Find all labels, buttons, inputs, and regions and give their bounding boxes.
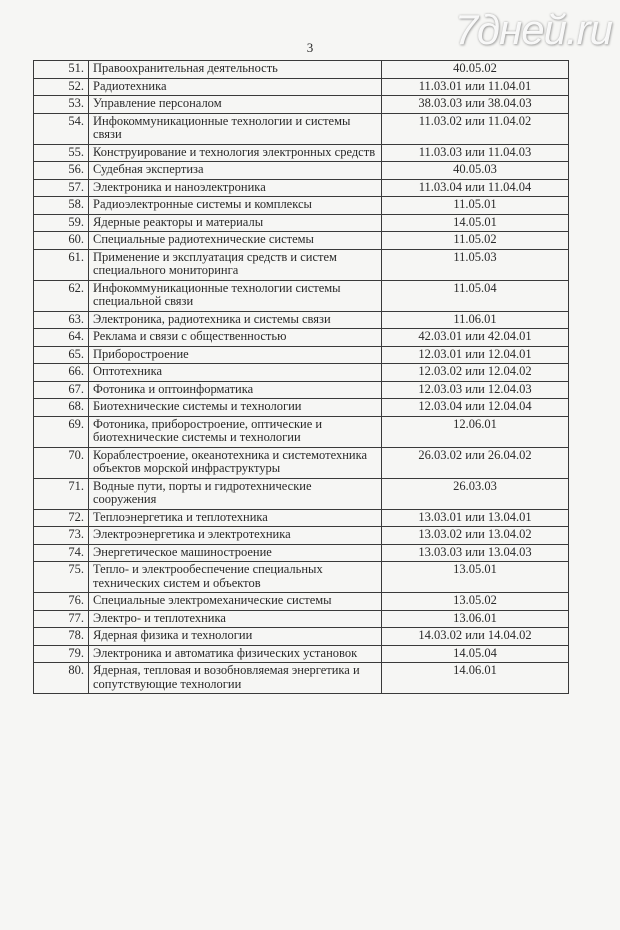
specialty-code: 12.03.01 или 12.04.01	[382, 346, 569, 364]
specialty-code: 11.06.01	[382, 311, 569, 329]
specialty-code: 14.06.01	[382, 663, 569, 694]
row-number: 64.	[34, 329, 89, 347]
table-row	[34, 249, 569, 280]
specialties-table	[33, 60, 569, 694]
row-number: 75.	[34, 562, 89, 593]
specialty-name: Приборостроение	[89, 346, 382, 364]
specialty-name: Управление персоналом	[89, 96, 382, 114]
specialty-name: Водные пути, порты и гидротехнические сооружения	[89, 478, 382, 509]
table-row	[34, 280, 569, 311]
specialty-name: Ядерная, тепловая и возобновляемая энергетика и сопутствующие технологии	[89, 663, 382, 694]
table-row	[34, 610, 569, 628]
table-row	[34, 593, 569, 611]
specialty-name: Теплоэнергетика и теплотехника	[89, 509, 382, 527]
row-number: 57.	[34, 179, 89, 197]
specialty-name: Судебная экспертиза	[89, 162, 382, 180]
row-number: 62.	[34, 280, 89, 311]
table-row	[34, 645, 569, 663]
table-row	[34, 447, 569, 478]
specialty-code: 11.05.01	[382, 197, 569, 215]
specialty-code: 13.05.02	[382, 593, 569, 611]
row-number: 67.	[34, 381, 89, 399]
specialty-code: 14.05.04	[382, 645, 569, 663]
table-row	[34, 232, 569, 250]
specialty-code: 42.03.01 или 42.04.01	[382, 329, 569, 347]
row-number: 60.	[34, 232, 89, 250]
watermark-logo: 7дней.ru	[454, 6, 612, 53]
row-number: 52.	[34, 78, 89, 96]
row-number: 76.	[34, 593, 89, 611]
specialty-code: 13.03.03 или 13.04.03	[382, 544, 569, 562]
specialty-code: 13.05.01	[382, 562, 569, 593]
table-row	[34, 478, 569, 509]
specialty-code: 11.05.03	[382, 249, 569, 280]
specialty-code: 11.05.02	[382, 232, 569, 250]
specialty-name: Ядерная физика и технологии	[89, 628, 382, 646]
table-row	[34, 527, 569, 545]
specialty-name: Конструирование и технология электронных средств	[89, 144, 382, 162]
specialty-code: 13.06.01	[382, 610, 569, 628]
row-number: 72.	[34, 509, 89, 527]
row-number: 71.	[34, 478, 89, 509]
specialty-code: 26.03.02 или 26.04.02	[382, 447, 569, 478]
table-row	[34, 381, 569, 399]
table-row	[34, 663, 569, 694]
specialty-name: Фотоника и оптоинформатика	[89, 381, 382, 399]
table-row	[34, 113, 569, 144]
specialty-name: Тепло- и электрообеспечение специальных технических систем и объектов	[89, 562, 382, 593]
specialty-name: Электроника и наноэлектроника	[89, 179, 382, 197]
specialty-code: 12.03.03 или 12.04.03	[382, 381, 569, 399]
table-row	[34, 311, 569, 329]
specialty-code: 12.06.01	[382, 416, 569, 447]
specialty-name: Оптотехника	[89, 364, 382, 382]
specialty-name: Реклама и связи с общественностью	[89, 329, 382, 347]
table-row	[34, 329, 569, 347]
table-row	[34, 162, 569, 180]
row-number: 77.	[34, 610, 89, 628]
row-number: 56.	[34, 162, 89, 180]
row-number: 70.	[34, 447, 89, 478]
row-number: 61.	[34, 249, 89, 280]
specialty-code: 13.03.02 или 13.04.02	[382, 527, 569, 545]
row-number: 74.	[34, 544, 89, 562]
table-row	[34, 416, 569, 447]
table-row	[34, 364, 569, 382]
specialty-name: Энергетическое машиностроение	[89, 544, 382, 562]
table-row	[34, 509, 569, 527]
table-row	[34, 61, 569, 79]
row-number: 58.	[34, 197, 89, 215]
page-number: 3	[306, 40, 314, 55]
row-number: 78.	[34, 628, 89, 646]
row-number: 65.	[34, 346, 89, 364]
specialty-name: Правоохранительная деятельность	[89, 61, 382, 79]
row-number: 73.	[34, 527, 89, 545]
specialty-code: 14.05.01	[382, 214, 569, 232]
table-row	[34, 197, 569, 215]
table-row	[34, 346, 569, 364]
specialty-code: 14.03.02 или 14.04.02	[382, 628, 569, 646]
row-number: 69.	[34, 416, 89, 447]
specialty-code: 40.05.02	[382, 61, 569, 79]
table-row	[34, 562, 569, 593]
specialty-name: Кораблестроение, океанотехника и системотехника объектов морской инфраструктуры	[89, 447, 382, 478]
specialty-name: Инфокоммуникационные технологии системы специальной связи	[89, 280, 382, 311]
specialty-name: Радиотехника	[89, 78, 382, 96]
specialty-code: 11.03.04 или 11.04.04	[382, 179, 569, 197]
specialty-code: 11.05.04	[382, 280, 569, 311]
specialty-name: Применение и эксплуатация средств и систем специального мониторинга	[89, 249, 382, 280]
specialty-code: 40.05.03	[382, 162, 569, 180]
row-number: 51.	[34, 61, 89, 79]
table-row	[34, 399, 569, 417]
specialty-name: Специальные радиотехнические системы	[89, 232, 382, 250]
row-number: 53.	[34, 96, 89, 114]
table-row	[34, 179, 569, 197]
specialty-name: Специальные электромеханические системы	[89, 593, 382, 611]
specialty-code: 26.03.03	[382, 478, 569, 509]
specialty-code: 13.03.01 или 13.04.01	[382, 509, 569, 527]
specialty-code: 11.03.02 или 11.04.02	[382, 113, 569, 144]
specialty-name: Биотехнические системы и технологии	[89, 399, 382, 417]
specialty-name: Электроника, радиотехника и системы связи	[89, 311, 382, 329]
row-number: 54.	[34, 113, 89, 144]
table-row	[34, 214, 569, 232]
row-number: 63.	[34, 311, 89, 329]
row-number: 66.	[34, 364, 89, 382]
table-row	[34, 78, 569, 96]
specialty-code: 11.03.01 или 11.04.01	[382, 78, 569, 96]
table-row	[34, 144, 569, 162]
row-number: 68.	[34, 399, 89, 417]
row-number: 59.	[34, 214, 89, 232]
specialty-name: Фотоника, приборостроение, оптические и биотехнические системы и технологии	[89, 416, 382, 447]
row-number: 55.	[34, 144, 89, 162]
specialty-name: Электроэнергетика и электротехника	[89, 527, 382, 545]
specialty-name: Инфокоммуникационные технологии и системы связи	[89, 113, 382, 144]
specialty-code: 12.03.04 или 12.04.04	[382, 399, 569, 417]
table-row	[34, 96, 569, 114]
specialty-name: Ядерные реакторы и материалы	[89, 214, 382, 232]
row-number: 79.	[34, 645, 89, 663]
specialty-name: Радиоэлектронные системы и комплексы	[89, 197, 382, 215]
table-row	[34, 628, 569, 646]
specialty-code: 11.03.03 или 11.04.03	[382, 144, 569, 162]
specialty-name: Электроника и автоматика физических установок	[89, 645, 382, 663]
row-number: 80.	[34, 663, 89, 694]
table-row	[34, 544, 569, 562]
specialty-code: 12.03.02 или 12.04.02	[382, 364, 569, 382]
specialty-code: 38.03.03 или 38.04.03	[382, 96, 569, 114]
specialty-name: Электро- и теплотехника	[89, 610, 382, 628]
